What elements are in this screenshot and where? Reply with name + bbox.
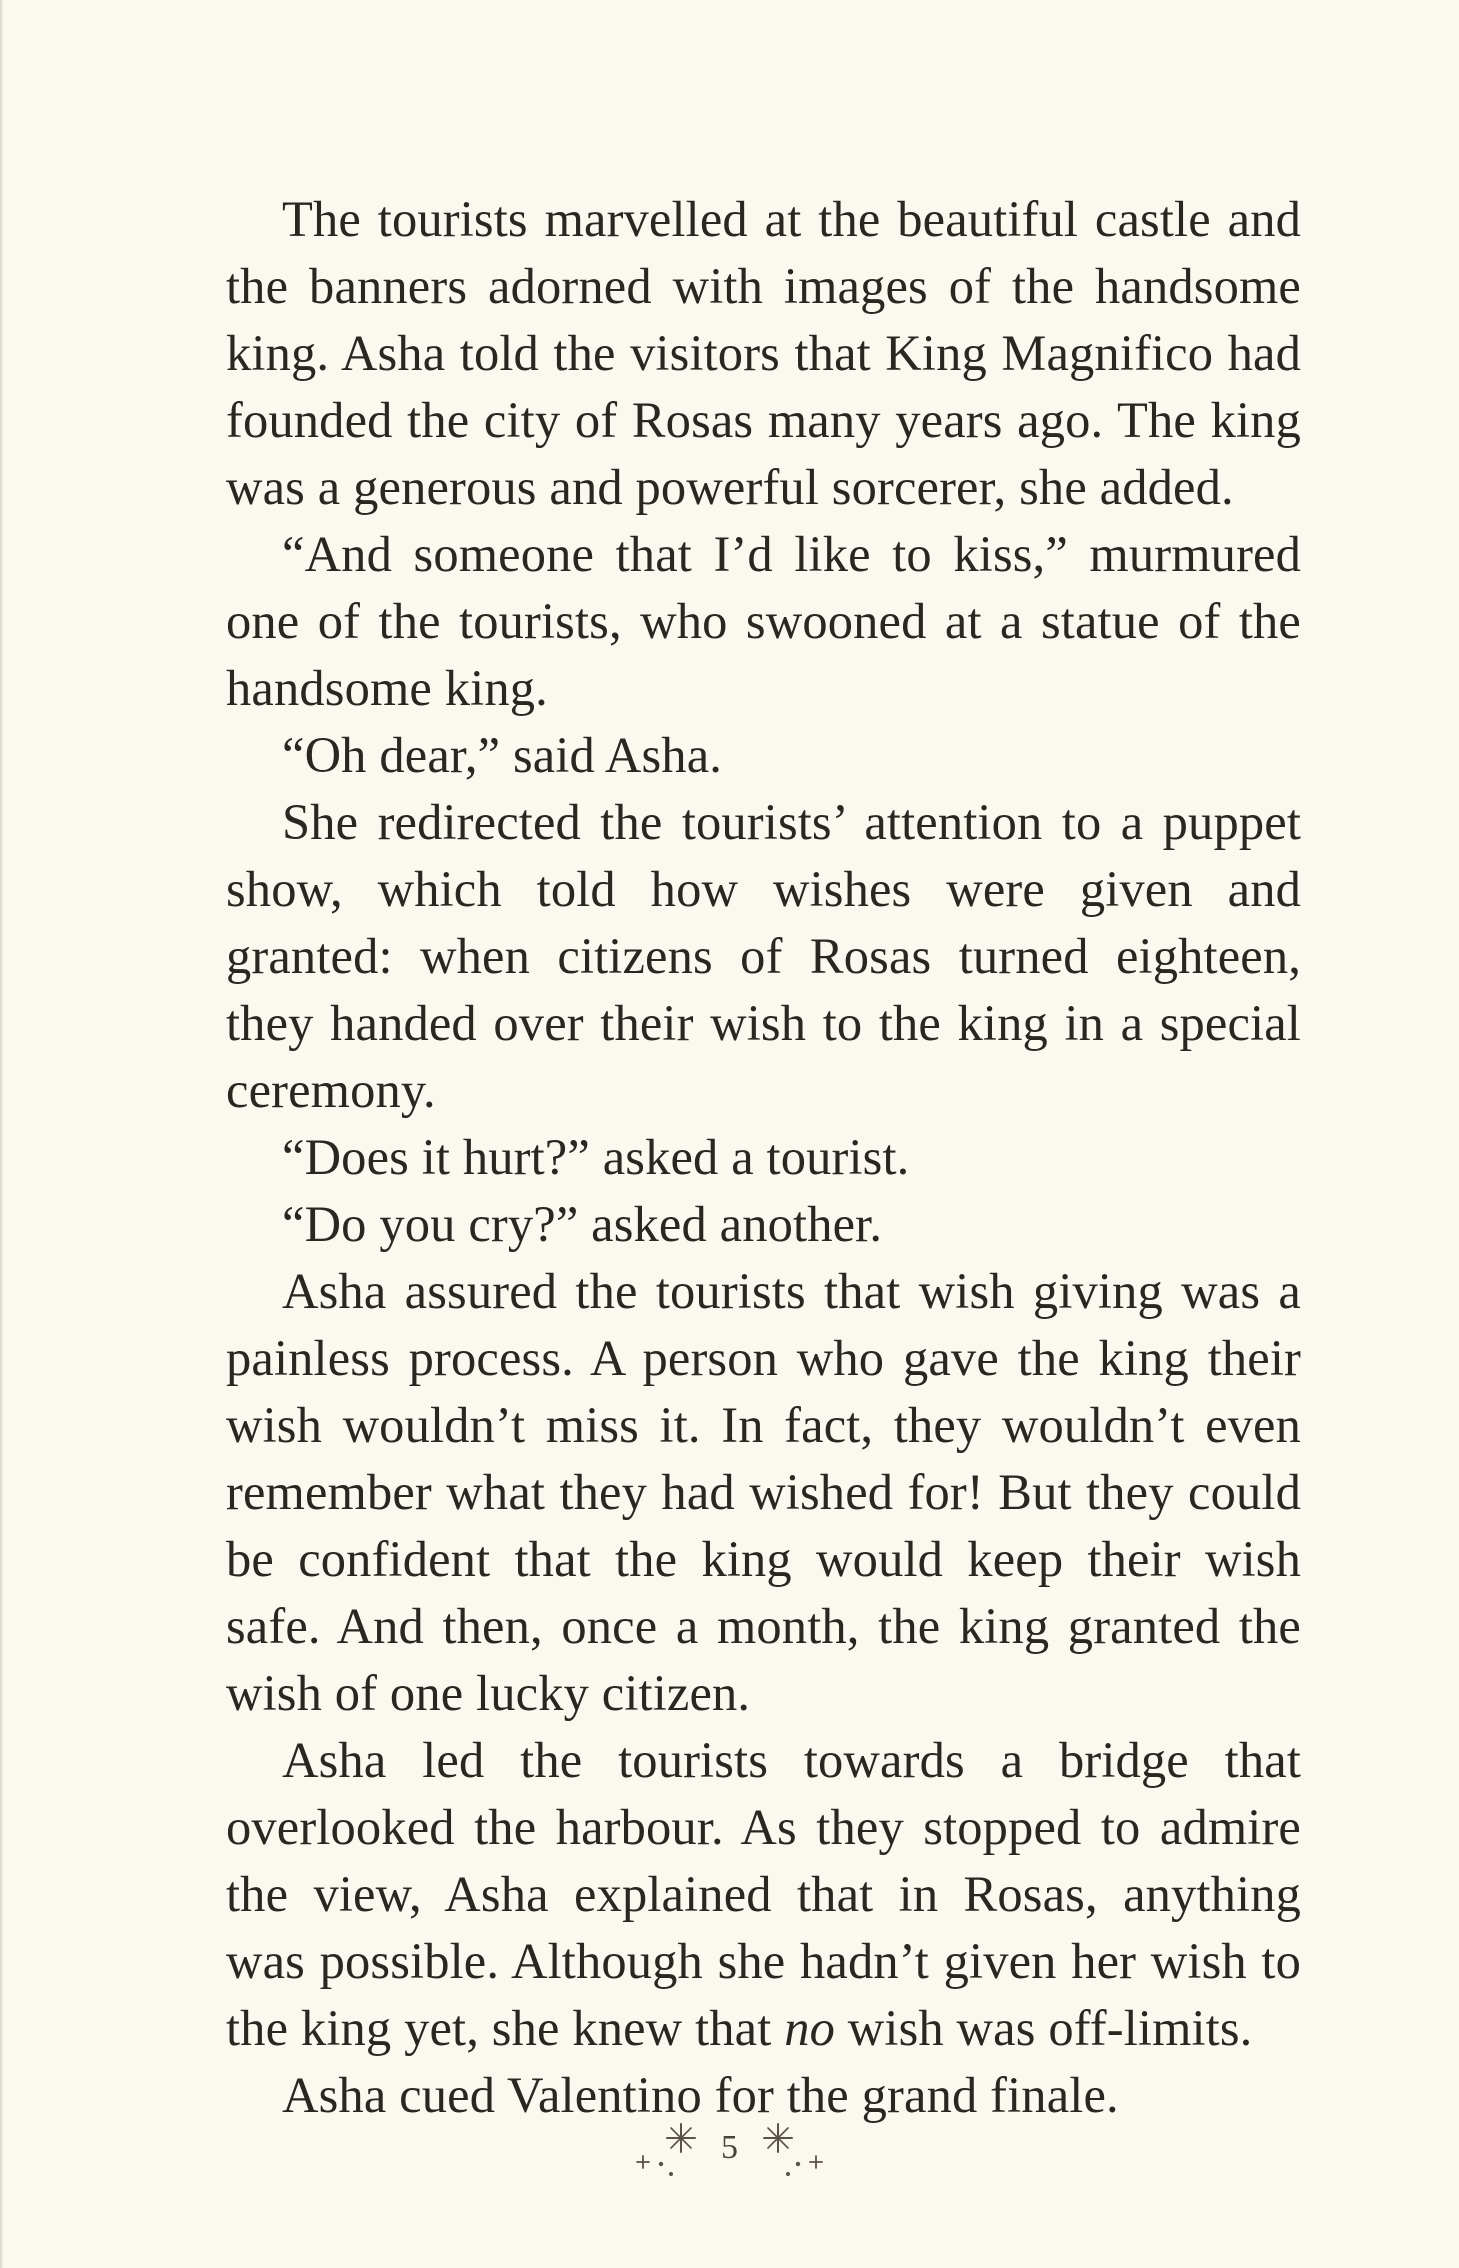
paragraph-5: “Does it hurt?” asked a tourist. — [282, 1129, 910, 1185]
paragraph-8-text: Asha led the tourists towards a bridge that overlooked the harbour. As they stopped to admire the view, Asha explained that in Rosas, anything was possible. Although she hadn’t given her wish to the king yet, she knew that — [226, 1732, 1301, 2056]
page-edge — [0, 0, 4, 2268]
paragraph-8-emphasis: no — [784, 2000, 835, 2056]
paragraph-6: “Do you cry?” asked another. — [282, 1196, 883, 1252]
sparkle-star-icon — [627, 2118, 703, 2178]
paragraph-8-text-after: wish was off-limits. — [835, 2000, 1253, 2056]
paragraph-9: Asha cued Valentino for the grand finale. — [282, 2067, 1119, 2123]
paragraph-1: The tourists marvelled at the beautiful castle and the banners adorned with images of the handsome king. Asha told the visitors that King Magnifico had founded the city of Rosas many years ago. The king was a generous and powerful sorcerer, she added. — [226, 191, 1301, 515]
body-text — [226, 186, 1301, 2129]
paragraph-2: “And someone that I’d like to kiss,” murmured one of the tourists, who swooned at a statue of the handsome king. — [226, 526, 1301, 716]
paragraph-3: “Oh dear,” said Asha. — [282, 727, 723, 783]
footer-ornament-group — [627, 2118, 832, 2178]
page-footer — [0, 2118, 1459, 2188]
page-number: 5 — [721, 2129, 738, 2166]
paragraph-4: She redirected the tourists’ attention to a puppet show, which told how wishes were given and granted: when citizens of Rosas turned eighteen, they handed over their wish to the king in a special ceremony. — [226, 794, 1301, 1118]
paragraph-8 — [226, 1727, 1301, 2062]
sparkle-star-icon — [756, 2118, 832, 2178]
paragraph-7: Asha assured the tourists that wish giving was a painless process. A person who gave the king their wish wouldn’t miss it. In fact, they wouldn’t even remember what they had wished for! But they could be confident that the king would keep their wish safe. And then, once a month, the king granted the wish of one lucky citizen. — [226, 1263, 1301, 1721]
